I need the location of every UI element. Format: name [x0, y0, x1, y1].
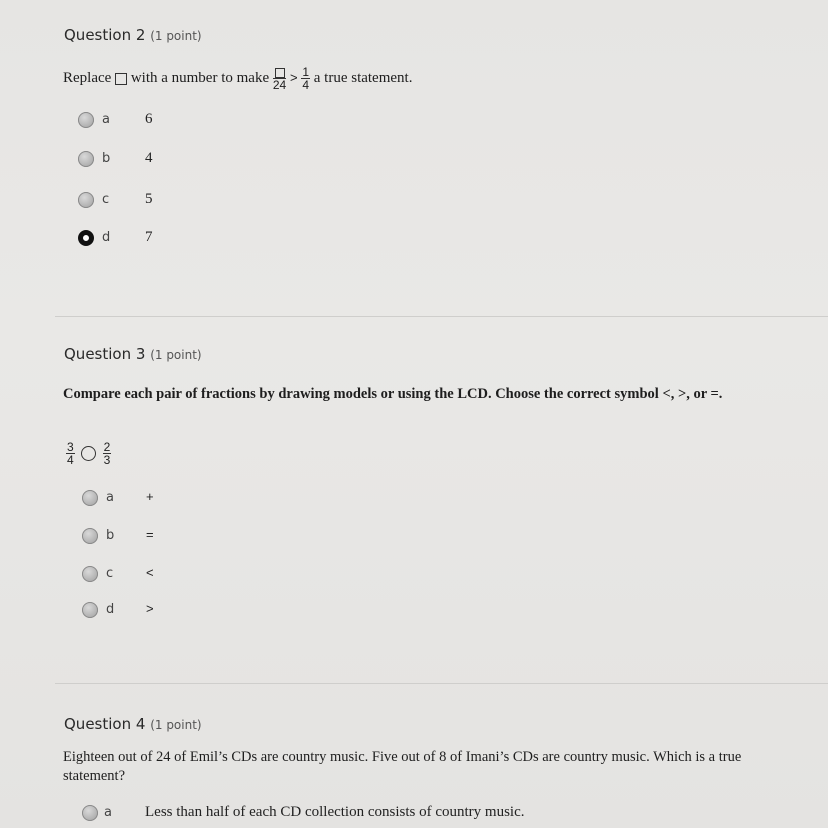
radio-button[interactable] — [82, 602, 98, 618]
option-text: 4 — [145, 150, 153, 166]
blank-box-icon — [275, 68, 285, 78]
fraction-two-thirds — [103, 441, 112, 466]
question-divider — [55, 683, 828, 684]
comparison-circle-icon — [81, 446, 96, 461]
option-text: 6 — [145, 111, 153, 127]
radio-button[interactable] — [78, 192, 94, 208]
prompt-text: with a number to make — [130, 69, 270, 86]
option-text: Less than half of each CD collection consists of country music. — [145, 804, 525, 820]
question-points: (1 point) — [150, 348, 202, 362]
prompt-text: Replace — [63, 69, 112, 86]
question-title-text: Question 3 — [64, 345, 146, 363]
fraction-blank-over-24 — [273, 66, 286, 91]
fraction-three-fourths — [66, 441, 75, 466]
question-points: (1 point) — [150, 29, 202, 43]
question-4-title — [64, 715, 202, 733]
question-4-prompt-line-2: statement? — [63, 768, 126, 784]
radio-button-selected[interactable] — [78, 230, 94, 246]
question-2-prompt — [63, 66, 412, 91]
radio-button[interactable] — [78, 151, 94, 167]
option-letter: d — [102, 230, 111, 245]
option-letter: d — [106, 602, 115, 617]
question-2-title — [64, 26, 202, 44]
fraction-comparison — [66, 441, 111, 466]
question-points: (1 point) — [150, 718, 202, 732]
option-letter: a — [102, 112, 110, 127]
radio-button[interactable] — [78, 112, 94, 128]
question-title-text: Question 4 — [64, 715, 146, 733]
prompt-text: a true statement. — [313, 69, 413, 86]
radio-button[interactable] — [82, 528, 98, 544]
option-letter: b — [106, 528, 115, 543]
question-4-prompt-line-1: Eighteen out of 24 of Emil’s CDs are country music. Five out of 8 of Imani’s CDs are country music. Which is a true — [63, 749, 742, 765]
option-letter: a — [106, 490, 114, 505]
question-3-title — [64, 345, 202, 363]
fraction-numerator: 3 — [67, 440, 74, 454]
question-divider — [55, 316, 828, 317]
option-letter: c — [106, 566, 114, 581]
question-3-prompt: Compare each pair of fractions by drawing models or using the LCD. Choose the correct symbol <, >, or =. — [63, 386, 723, 402]
fraction-one-fourth — [301, 66, 310, 91]
question-title-text: Question 2 — [64, 26, 146, 44]
radio-button[interactable] — [82, 566, 98, 582]
option-text: 5 — [145, 191, 153, 207]
option-text: + — [146, 489, 154, 504]
blank-box-icon — [115, 73, 127, 85]
fraction-denominator: 4 — [302, 78, 309, 92]
fraction-denominator: 4 — [67, 453, 74, 467]
option-letter: c — [102, 192, 110, 207]
radio-button[interactable] — [82, 805, 98, 821]
option-letter: a — [104, 805, 112, 820]
fraction-numerator: 2 — [103, 440, 111, 454]
radio-button[interactable] — [82, 490, 98, 506]
option-letter: b — [102, 151, 111, 166]
option-text: 7 — [145, 229, 153, 245]
option-text: < — [146, 565, 154, 580]
fraction-denominator: 3 — [103, 453, 111, 467]
option-text: > — [146, 601, 154, 616]
fraction-denominator: 24 — [272, 78, 287, 92]
fraction-numerator: 1 — [302, 65, 309, 79]
comparator-symbol: > — [289, 69, 298, 85]
option-text: = — [146, 527, 154, 542]
